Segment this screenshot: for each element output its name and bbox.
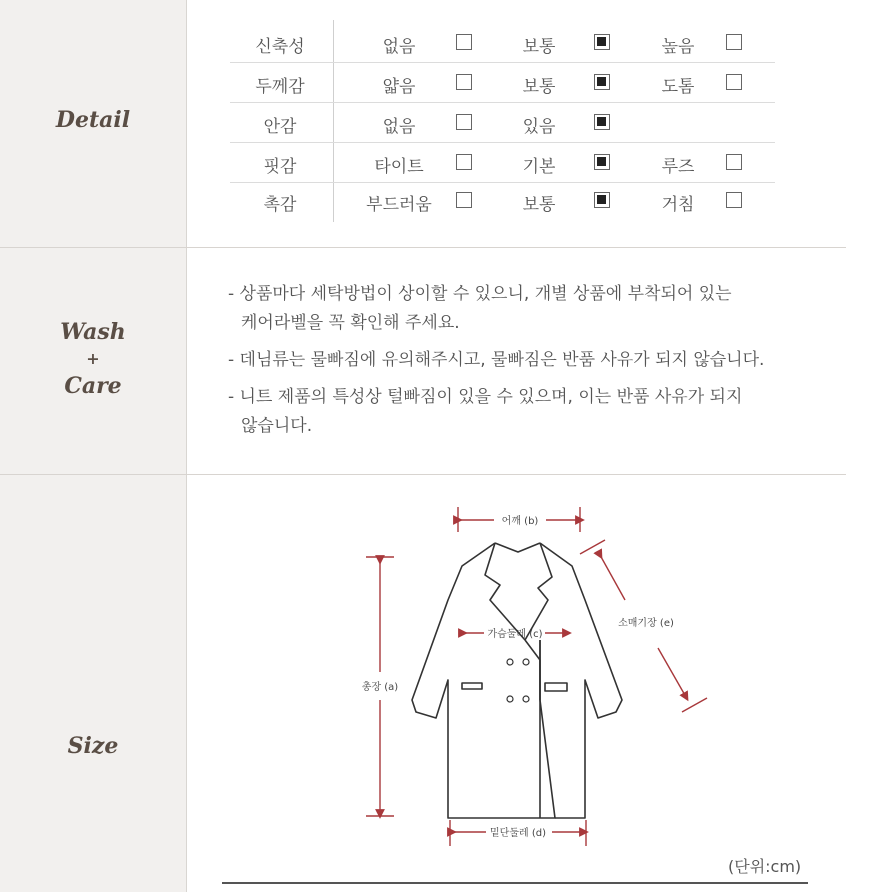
unit-label: (단위:cm) [728, 857, 802, 876]
checkbox-checked[interactable] [594, 74, 610, 90]
option-label: 있음 [522, 117, 556, 137]
checkbox-checked[interactable] [594, 154, 610, 170]
checkbox[interactable] [456, 74, 472, 90]
sleeve-label: 소매기장 (e) [618, 618, 674, 629]
option-label: 얇음 [382, 77, 416, 97]
option-label: 높음 [661, 37, 695, 57]
attr-label: 신축성 [255, 37, 305, 57]
hem-label: 밑단둘레 (d) [490, 828, 546, 839]
option-label: 없음 [382, 37, 416, 57]
checkbox[interactable] [456, 114, 472, 130]
care-note [228, 280, 818, 338]
care-note [228, 383, 818, 441]
care-note [228, 346, 818, 375]
checkbox[interactable] [456, 34, 472, 50]
detail-row-fit [230, 142, 775, 183]
attr-label: 안감 [263, 117, 297, 137]
option-label: 도톰 [661, 77, 695, 97]
detail-row-lining [230, 102, 775, 143]
option-label: 보통 [522, 195, 556, 215]
option-label: 보통 [522, 37, 556, 57]
option-label: 루즈 [661, 157, 695, 177]
option-label: 부드러움 [366, 195, 432, 215]
shoulder-label: 어깨 (b) [501, 516, 539, 527]
option-label: 없음 [382, 117, 416, 137]
bottom-rule [222, 882, 808, 884]
checkbox[interactable] [456, 192, 472, 208]
measure-lines [366, 507, 707, 846]
coat-buttons [507, 659, 529, 702]
wash-care-heading [0, 318, 186, 400]
section-divider [0, 474, 846, 475]
option-label: 보통 [522, 77, 556, 97]
checkbox[interactable] [726, 154, 742, 170]
detail-row-thickness [230, 62, 775, 103]
checkbox-checked[interactable] [594, 34, 610, 50]
option-label: 거침 [661, 195, 695, 215]
checkbox-checked[interactable] [594, 192, 610, 208]
checkbox-checked[interactable] [594, 114, 610, 130]
checkbox[interactable] [726, 192, 742, 208]
care-instructions [228, 280, 818, 449]
coat-outline [412, 543, 622, 818]
checkbox[interactable] [456, 154, 472, 170]
detail-row-touch [230, 180, 775, 220]
care-note-line: - 니트 제품의 특성상 털빠짐이 있을 수 있으며, 이는 반품 사유가 되지 [228, 387, 743, 407]
size-heading: Size [67, 733, 119, 759]
option-label: 기본 [522, 157, 556, 177]
care-note-line: 않습니다. [241, 416, 313, 436]
length-label: 총장 (a) [361, 682, 399, 693]
wash-heading-line: Wash [60, 319, 126, 345]
attr-label: 두께감 [255, 77, 305, 97]
checkbox[interactable] [726, 74, 742, 90]
care-note-line: - 데님류는 물빠짐에 유의해주시고, 물빠짐은 반품 사유가 되지 않습니다. [228, 350, 765, 370]
section-divider [0, 247, 846, 248]
attr-label: 핏감 [263, 157, 297, 177]
detail-row-stretch [230, 22, 775, 63]
plus-heading-line: + [86, 349, 100, 368]
attr-label: 촉감 [263, 195, 297, 215]
chest-label: 가슴둘레 (c) [487, 629, 543, 640]
option-label: 타이트 [374, 157, 424, 177]
coat-size-diagram [340, 495, 720, 855]
checkbox[interactable] [726, 34, 742, 50]
care-note-line: - 상품마다 세탁방법이 상이할 수 있으니, 개별 상품에 부착되어 있는 [228, 284, 732, 304]
care-heading-line: Care [64, 373, 122, 399]
care-note-line: 케어라벨을 꼭 확인해 주세요. [241, 313, 460, 333]
detail-heading: Detail [55, 107, 131, 133]
